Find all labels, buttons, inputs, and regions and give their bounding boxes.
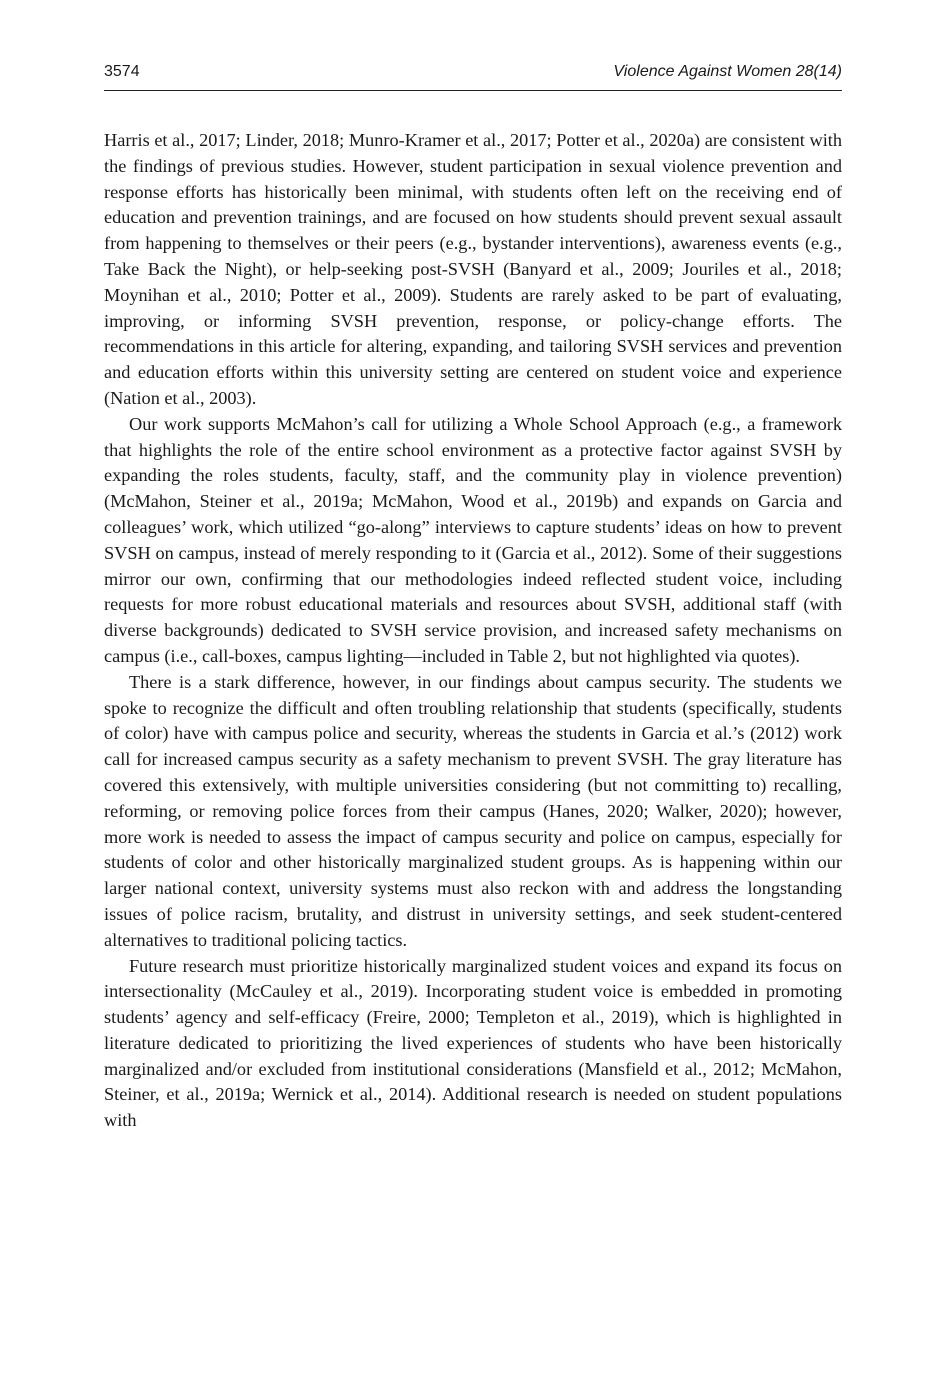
journal-citation: Violence Against Women 28(14) bbox=[613, 63, 842, 80]
paragraph-future-research: Future research must prioritize historically marginalized student voices and expand its focus on intersectionality (McCauley et al., 2019). Incorporating student voice is embedded in promoting students’ agency and self-efficacy (Freire, 2000; Templeton et al., 2019), which is highlighted in literature dedicated to prioritizing the lived experiences of students who have been historically marginalized and/or excluded from institutional considerations (Mansfield et al., 2012; McMahon, Steiner, et al., 2019a; Wernick et al., 2014). Additional research is needed on student populations with bbox=[104, 955, 842, 1131]
body-text bbox=[104, 128, 842, 1134]
paragraph-whole-school-approach: Our work supports McMahon’s call for utilizing a Whole School Approach (e.g., a framework that highlights the role of the entire school environment as a protective factor against SVSH by expanding the roles students, faculty, staff, and the community play in violence prevention) (McMahon, Steiner et al., 2019a; McMahon, Wood et al., 2019b) and expands on Garcia and colleagues’ work, which utilized “go-along” interviews to capture students’ ideas on how to prevent SVSH on campus, instead of merely responding to it (Garcia et al., 2012). Some of their suggestions mirror our own, confirming that our methodologies indeed reflected student voice, including requests for more robust educational materials and resources about SVSH, additional staff (with diverse backgrounds) dedicated to SVSH service provision, and increased safety mechanisms on campus (i.e., call-boxes, campus lighting—included in Table 2, but not highlighted via quotes). bbox=[104, 413, 842, 666]
paragraph-campus-security: There is a stark difference, however, in our findings about campus security. The students we spoke to recognize the difficult and often troubling relationship that students (specifically, students of color) have with campus police and security, whereas the students in Garcia et al.’s (2012) work call for increased campus security as a safety mechanism to prevent SVSH. The gray literature has covered this extensively, with multiple universities considering (but not committing to) recalling, reforming, or removing police forces from their campus (Hanes, 2020; Walker, 2020); however, more work is needed to assess the impact of campus security and police on campus, especially for students of color and other historically marginalized student groups. As is happening within our larger national context, university systems must also reckon with and address the longstanding issues of police racism, brutality, and distrust in university settings, and seek student-centered alternatives to traditional policing tactics. bbox=[104, 671, 842, 950]
paragraph-continuation: Harris et al., 2017; Linder, 2018; Munro-Kramer et al., 2017; Potter et al., 2020a) are consistent with the findings of previous studies. However, student participation in sexual violence prevention and response efforts has historically been minimal, with students often left on the receiving end of education and prevention trainings, and are focused on how students should prevent sexual assault from happening to themselves or their peers (e.g., bystander interventions), awareness events (e.g., Take Back the Night), or help-seeking post-SVSH (Banyard et al., 2009; Jouriles et al., 2018; Moynihan et al., 2010; Potter et al., 2009). Students are rarely asked to be part of evaluating, improving, or informing SVSH prevention, response, or policy-change efforts. The recommendations in this article for altering, expanding, and tailoring SVSH services and prevention and education efforts within this university setting are centered on student voice and experience (Nation et al., 2003). bbox=[104, 130, 842, 408]
page-number: 3574 bbox=[104, 63, 140, 80]
running-head bbox=[104, 60, 842, 91]
